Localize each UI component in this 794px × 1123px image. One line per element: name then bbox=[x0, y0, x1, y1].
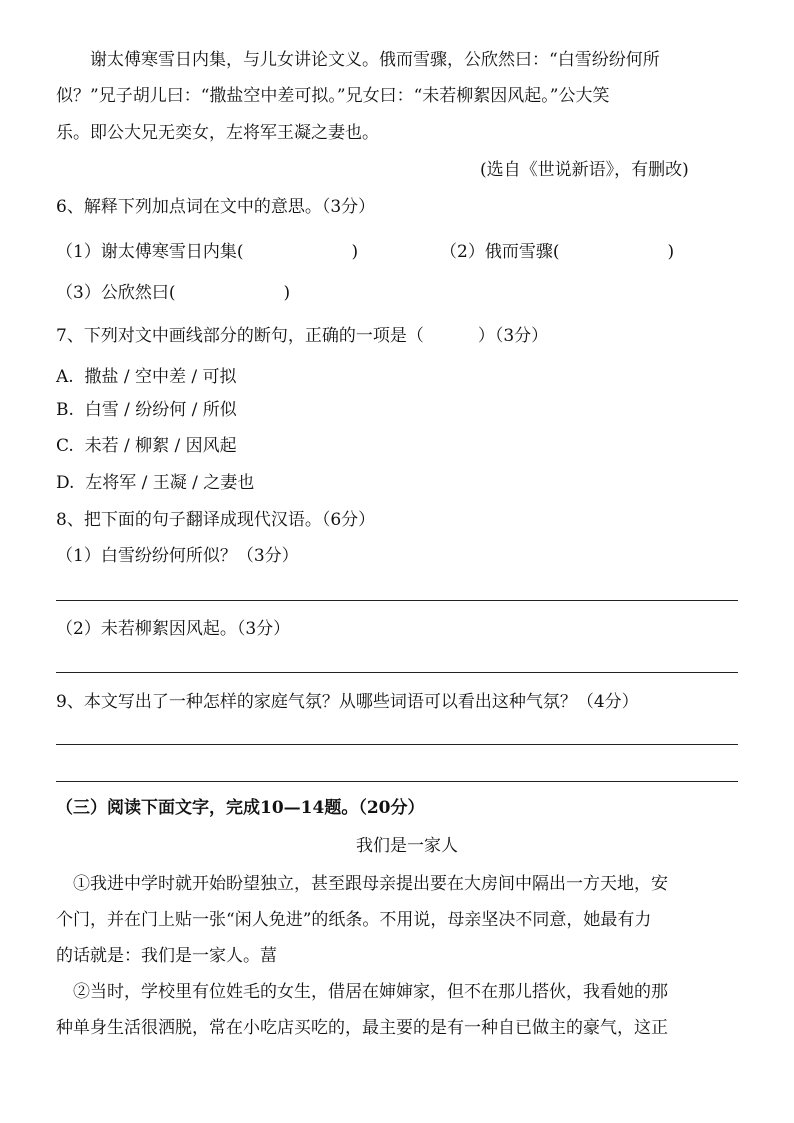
article-title: 我们是一家人 bbox=[356, 836, 458, 856]
article-line-3: 的话就是：我们是一家人。葍 bbox=[56, 946, 277, 966]
answer-line[interactable] bbox=[56, 781, 738, 782]
passage-line-1: 谢太傅寒雪日内集，与儿女讲论文义。俄而雪骤，公欣然曰：“白雪纷纷何所 bbox=[90, 50, 660, 70]
q9-stem: 9、本文写出了一种怎样的家庭气氛？从哪些词语可以看出这种气氛？（4分） bbox=[56, 692, 639, 712]
q7-option-a: A. 撒盐 / 空中差 / 可拟 bbox=[56, 367, 237, 387]
q8-stem: 8、把下面的句子翻译成现代汉语。（6分） bbox=[56, 510, 376, 530]
q7-option-c: C. 未若 / 柳絮 / 因风起 bbox=[56, 436, 237, 456]
article-line-1: ①我进中学时就开始盼望独立，甚至跟母亲提出要在大房间中隔出一方天地，安 bbox=[73, 874, 668, 894]
q7-option-b: B. 白雪 / 纷纷何 / 所似 bbox=[56, 400, 237, 420]
article-line-2: 个门，并在门上贴一张“闲人免进”的纸条。不用说，母亲坚决不同意，她最有力 bbox=[56, 910, 652, 930]
q6-item-2: （2）俄而雪骤( ) bbox=[440, 242, 675, 262]
answer-line[interactable] bbox=[56, 600, 738, 601]
passage-line-3: 乐。即公大兄无奕女，左将军王凝之妻也。 bbox=[56, 123, 379, 143]
q8-item-1: （1）白雪纷纷何所似？（3分） bbox=[56, 546, 299, 566]
q6-stem: 6、解释下列加点词在文中的意思。（3分） bbox=[56, 197, 376, 217]
answer-line[interactable] bbox=[56, 672, 738, 673]
q7-option-d: D. 左将军 / 王凝 / 之妻也 bbox=[56, 473, 255, 493]
article-line-4: ②当时，学校里有位姓毛的女生，借居在婶婶家，但不在那儿搭伙，我看她的那 bbox=[73, 982, 668, 1002]
q6-item-3: （3）公欣然曰( ) bbox=[56, 283, 291, 303]
passage-line-2: 似？”兄子胡儿曰：“撒盐空中差可拟。”兄女曰：“未若柳絮因风起。”公大笑 bbox=[56, 86, 610, 106]
q8-item-2: （2）未若柳絮因风起。（3分） bbox=[56, 619, 291, 639]
answer-line[interactable] bbox=[56, 744, 738, 745]
q7-stem: 7、下列对文中画线部分的断句，正确的一项是（ ）（3分） bbox=[56, 326, 549, 346]
passage-source: (选自《世说新语》，有删改) bbox=[480, 160, 689, 180]
section3-heading: （三）阅读下面文字，完成10—14题。（20分） bbox=[56, 798, 425, 818]
article-line-5: 种单身生活很洒脱，常在小吃店买吃的，最主要的是有一种自已做主的豪气，这正 bbox=[56, 1018, 668, 1038]
q6-item-1: （1）谢太傅寒雪日内集( ) bbox=[56, 242, 359, 262]
